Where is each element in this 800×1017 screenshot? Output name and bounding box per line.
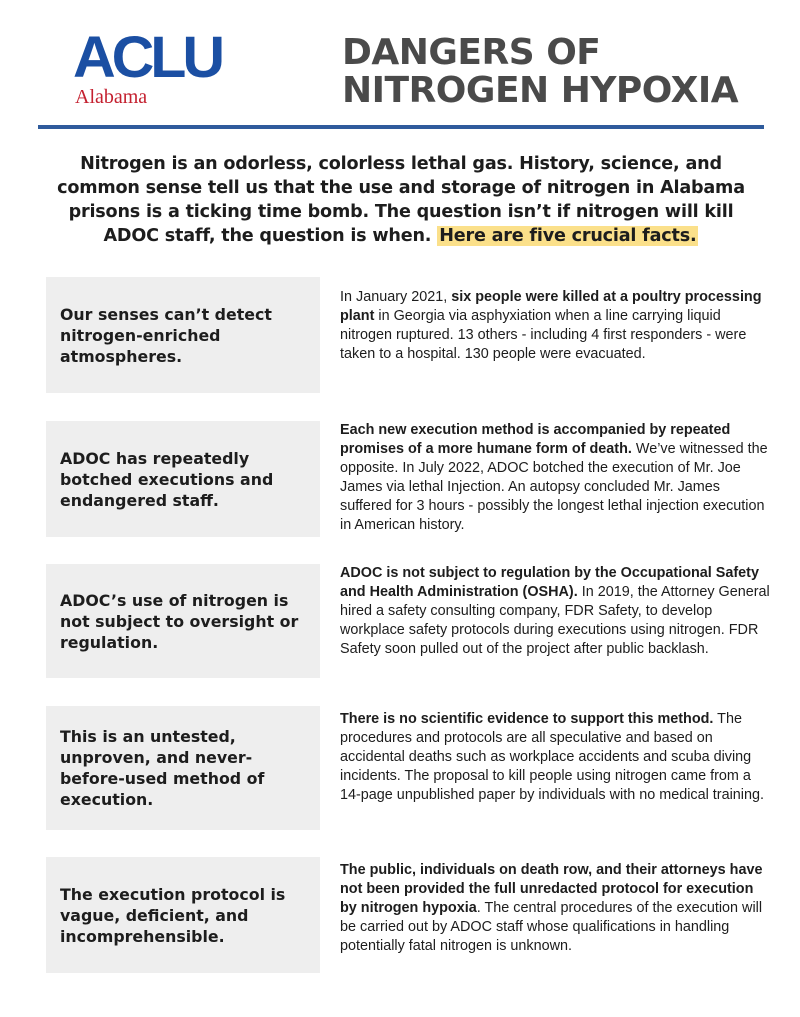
fact-title: Our senses can’t detect nitrogen-enriched atmospheres.	[60, 304, 272, 366]
title-line-1: DANGERS OF	[342, 32, 601, 73]
fact-text	[340, 421, 770, 535]
fact-text-body: We’ve witnessed the opposite. In July 2022, ADOC botched the execution of Mr. Joe James via lethal Injection. An autopsy concluded Mr. James suffered for 3 hours - possibly the longest lethal injection execution in American history.	[340, 441, 768, 533]
fact-title: This is an untested, unproven, and never-before-used method of execution.	[60, 727, 265, 809]
fact-text-bold: six people were killed at a poultry processing plant	[340, 289, 762, 324]
fact-text	[340, 288, 770, 364]
fact-text	[340, 564, 770, 659]
fact-text	[340, 710, 770, 805]
fact-text-body: The procedures and protocols are all speculative and based on accidental deaths such as workplace accidents and scuba diving incidents. The proposal to kill people using nitrogen came from a 14-page unpublished paper by individuals with no medical training.	[340, 711, 764, 803]
title-line-2: NITROGEN HYPOXIA	[342, 70, 739, 111]
fact-title: ADOC has repeatedly botched executions and endangered staff.	[60, 448, 274, 510]
aclu-logo	[73, 25, 221, 108]
logo-wordmark: ACLU	[73, 25, 221, 90]
fact-title: The execution protocol is vague, deficient, and incomprehensible.	[60, 884, 286, 946]
fact-text-bold: The public, individuals on death row, and their attorneys have not been provided the full unredacted protocol for execution by nitrogen hypoxia	[340, 862, 763, 916]
intro-text: Nitrogen is an odorless, colorless lethal gas. History, science, and common sense tell us that the use and storage of nitrogen in Alabama prisons is a ticking time bomb. The question isn’t if nitrogen will kill ADOC staff, the question is when.	[57, 154, 745, 246]
fact-text-bold: ADOC is not subject to regulation by the Occupational Safety and Health Administration (OSHA).	[340, 565, 759, 600]
intro-paragraph	[38, 152, 764, 248]
fact-title: ADOC’s use of nitrogen is not subject to oversight or regulation.	[60, 590, 299, 652]
fact-box	[46, 277, 320, 393]
fact-box	[46, 857, 320, 973]
fact-box	[46, 421, 320, 537]
fact-box	[46, 706, 320, 830]
fact-text-bold: Each new execution method is accompanied by repeated promises of a more humane form of death.	[340, 422, 731, 457]
fact-text-body: In 2019, the Attorney General hired a safety consulting company, FDR Safety, to develop workplace safety protocols during executions using nitrogen. FDR Safety soon pulled out of the project after public backlash.	[340, 584, 770, 657]
fact-text-body: in Georgia via asphyxiation when a line carrying liquid nitrogen ruptured. 13 others - including 4 first responders - were taken to a hospital. 130 people were evacuated.	[340, 308, 747, 362]
fact-box	[46, 564, 320, 678]
page-title	[342, 34, 782, 110]
fact-text-body: . The central procedures of the execution will be carried out by ADOC staff whose qualifications in handling potentially fatal nitrogen is unknown.	[340, 900, 763, 954]
fact-text	[340, 861, 770, 956]
fact-text-lead: In January 2021,	[340, 289, 452, 305]
intro-highlight: Here are five crucial facts.	[439, 226, 697, 246]
fact-text-bold: There is no scientific evidence to support this method.	[340, 711, 714, 727]
logo-affiliate: Alabama	[75, 86, 148, 108]
header-divider	[38, 125, 764, 129]
